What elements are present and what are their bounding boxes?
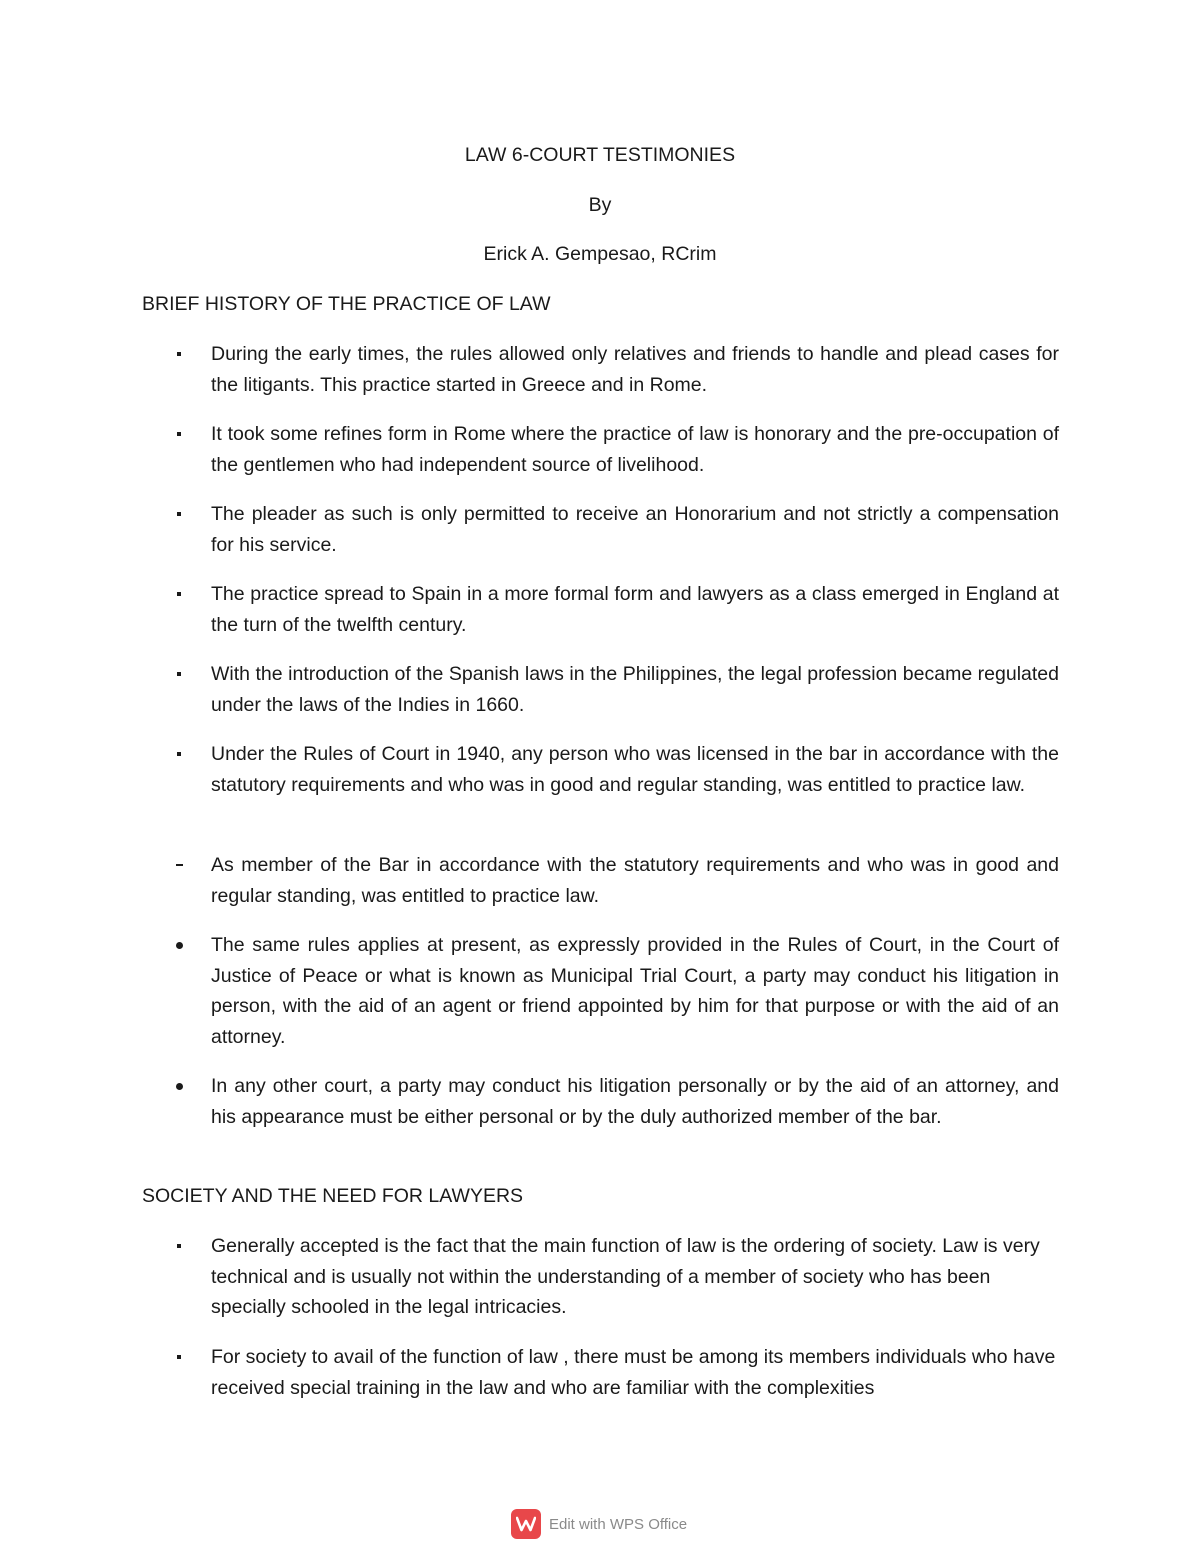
document-byline: By	[588, 194, 612, 216]
document-title: LAW 6-COURT TESTIMONIES	[464, 144, 736, 166]
round-bullet-icon	[172, 1071, 186, 1101]
square-bullet-icon	[172, 499, 186, 529]
section-heading-society: SOCIETY AND THE NEED FOR LAWYERS	[142, 1185, 524, 1207]
list-item-text: The same rules applies at present, as expressly provided in the Rules of Court, in the Court of Justice of Peace or what is known as Municipal Trial Court, a party may conduct his litigation in person, with the aid of an agent or friend appointed by him for that purpose or with the aid of an attorney.	[211, 934, 1059, 1048]
square-bullet-icon	[172, 419, 186, 449]
document-author: Erick A. Gempesao, RCrim	[483, 243, 717, 265]
list-item-text: In any other court, a party may conduct his litigation personally or by the aid of an attorney, and his appearance must be either personal or by the duly authorized member of the bar.	[211, 1075, 1059, 1128]
round-bullet-icon	[172, 930, 186, 960]
section-heading-history: BRIEF HISTORY OF THE PRACTICE OF LAW	[142, 293, 551, 315]
wps-logo-icon	[511, 1509, 541, 1539]
list-item-text: The practice spread to Spain in a more formal form and lawyers as a class emerged in England at the turn of the twelfth century.	[211, 583, 1059, 636]
square-bullet-icon	[172, 739, 186, 769]
square-bullet-icon	[172, 339, 186, 369]
square-bullet-icon	[172, 1231, 186, 1261]
list-item-text: With the introduction of the Spanish laws in the Philippines, the legal profession became regulated under the laws of the Indies in 1660.	[211, 663, 1059, 716]
wps-watermark[interactable]	[511, 1508, 687, 1540]
watermark-text: Edit with WPS Office	[549, 1515, 688, 1533]
square-bullet-icon	[172, 1342, 186, 1372]
list-item-text: For society to avail of the function of law , there must be among its members individuals who have received special training in the law and who are familiar with the complexities	[211, 1346, 1056, 1399]
list-item-text: Generally accepted is the fact that the main function of law is the ordering of society. Law is very technical and is usually not within the understanding of a member of society who has been specially schooled in the legal intricacies.	[211, 1235, 1040, 1318]
list-item-text: During the early times, the rules allowed only relatives and friends to handle and plead cases for the litigants. This practice started in Greece and in Rome.	[211, 343, 1059, 396]
dash-bullet-icon	[172, 850, 186, 880]
list-item-text: It took some refines form in Rome where the practice of law is honorary and the pre-occupation of the gentlemen who had independent source of livelihood.	[211, 423, 1059, 476]
square-bullet-icon	[172, 579, 186, 609]
list-item-text: Under the Rules of Court in 1940, any person who was licensed in the bar in accordance with the statutory requirements and who was in good and regular standing, was entitled to practice law.	[211, 743, 1059, 796]
square-bullet-icon	[172, 659, 186, 689]
list-item-text: As member of the Bar in accordance with the statutory requirements and who was in good and regular standing, was entitled to practice law.	[211, 854, 1059, 907]
list-item-text: The pleader as such is only permitted to receive an Honorarium and not strictly a compensation for his service.	[211, 503, 1059, 556]
